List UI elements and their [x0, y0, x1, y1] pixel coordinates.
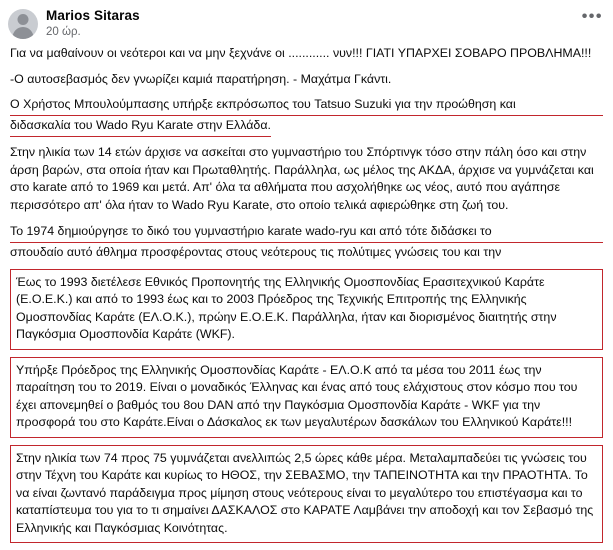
box-paragraph-president: Υπήρξε Πρόεδρος της Ελληνικής Ομοσπονδίας Καράτε - ΕΛ.Ο.Κ από τα μέσα του 2011 έως την παραίτηση του το 2019. Είναι ο μοναδικός Έλληνας και ένας από τους ελάχιστους στον κόσμο που του έχει απονεμηθεί ο βαθμός του 8ου DAN από την Παγκόσμια Ομοσπονδία Καράτε - WKF για την προσφορά του στο Καράτε.Είναι ο Δάσκαλος εκ των μεγαλυτέρων δασκάλων του Ελληνικού Καράτε!!! [16, 362, 578, 429]
highlight-box-federation [10, 269, 603, 350]
paragraph-biography: Στην ηλικία των 14 ετών άρχισε να ασκείται στο γυμναστήριο του Σπόρτινγκ τόσο στην πάλη όσο και στην άρση βαρών, στα οποία ήταν και Πρωταθλητής. Παράλληλα, ως μέλος της ΑΚΔΑ, άρχισε να γυμνάζεται και στο karate από το 1969 και μετά. Απ' όλα τα αθλήματα που ασχολήθηκε ως νέος, αυτό που αγάπησε περισσότερο απ' όλα ήταν το Wado Ryu Karate, στο οποίο τελικά αφιερώθηκε στη ζωή του. [10, 145, 594, 212]
paragraph-quote: -Ο αυτοσεβασμός δεν γνωρίζει καμιά παρατήρηση. - Μαχάτμα Γκάντι. [10, 71, 392, 86]
highlight-box-closing [10, 445, 603, 544]
highlight-box-president [10, 357, 603, 438]
paragraph-dojo [10, 223, 603, 262]
highlight-line-2: διδασκαλία του Wado Ryu Karate στην Ελλάδα. [10, 117, 271, 137]
avatar[interactable] [8, 9, 38, 39]
paragraph-intro: Για να μαθαίνουν οι νεότεροι και να μην ξεχνάνε οι ............ νυν!!! ΓΙΑΤΙ ΥΠΑΡΧΕΙ ΣΟΒΑΡΟ ΠΡΟΒΛΗΜΑ!!! [10, 46, 592, 60]
highlight-line-1: Ο Χρήστος Μπουλούμπασης υπήρξε εκπρόσωπος του Tatsuo Suzuki για την προώθηση και [10, 96, 603, 116]
more-options-icon[interactable]: ••• [581, 8, 603, 25]
post-timestamp[interactable]: 20 ώρ. [46, 26, 81, 38]
post-author-name[interactable]: Marios Sitaras [46, 8, 140, 23]
dojo-line-2: σπουδαίο αυτό άθλημα προσφέροντας στους νεότερους τις πολύτιμες γνώσεις του και την [10, 245, 502, 259]
paragraph-highlighted-representative [10, 96, 603, 138]
box-paragraph-closing: Στην ηλικία των 74 προς 75 γυμνάζεται ανελλιπώς 2,5 ώρες κάθε μέρα. Μεταλαμπαδεύει τις γνώσεις του στην Τέχνη του Καράτε και κυρίως το ΗΘΟΣ, την ΣΕΒΑΣΜΟ, την ΤΑΠΕΙΝΟΤΗΤΑ και την ΠΡΑΟΤΗΤΑ. Το να είναι ζωντανό παράδειγμα προς μίμηση στους νεότερους είναι το μεγαλύτερο του επιστέγασμα και το καταπίστευμα του για το τι σημαίνει ΔΑΣΚΑΛΟΣ στο ΚΑΡΑΤΕ Λαμβάνει την αποδοχή και τον Σεβασμό της Ελληνικής και Παγκόσμιας Κοινότητας. [16, 450, 594, 535]
post-header [8, 6, 605, 45]
post-author-block [46, 8, 576, 39]
box-paragraph-national-coach: Έως το 1993 διετέλεσε Εθνικός Προπονητής της Ελληνικής Ομοσπονδίας Ερασιτεχνικού Καράτε (Ε.Ο.Ε.Κ.) και από το 1993 έως και το 2003 Πρόεδρος της Τεχνικής Επιτροπής της Ελληνικής Ομοσπονδίας Καράτε (ΕΛ.Ο.Κ.), πρώην Ε.Ο.Ε.Κ. Παράλληλα, ήταν και διορισμένος διαιτητής στην Παγκόσμια Ομοσπονδία Καράτε (WKF). [16, 274, 557, 341]
post-body [8, 45, 605, 543]
dojo-line-1: Το 1974 δημιούργησε το δικό του γυμναστήριο karate wado-ryu και από τότε διδάσκει το [10, 223, 603, 243]
